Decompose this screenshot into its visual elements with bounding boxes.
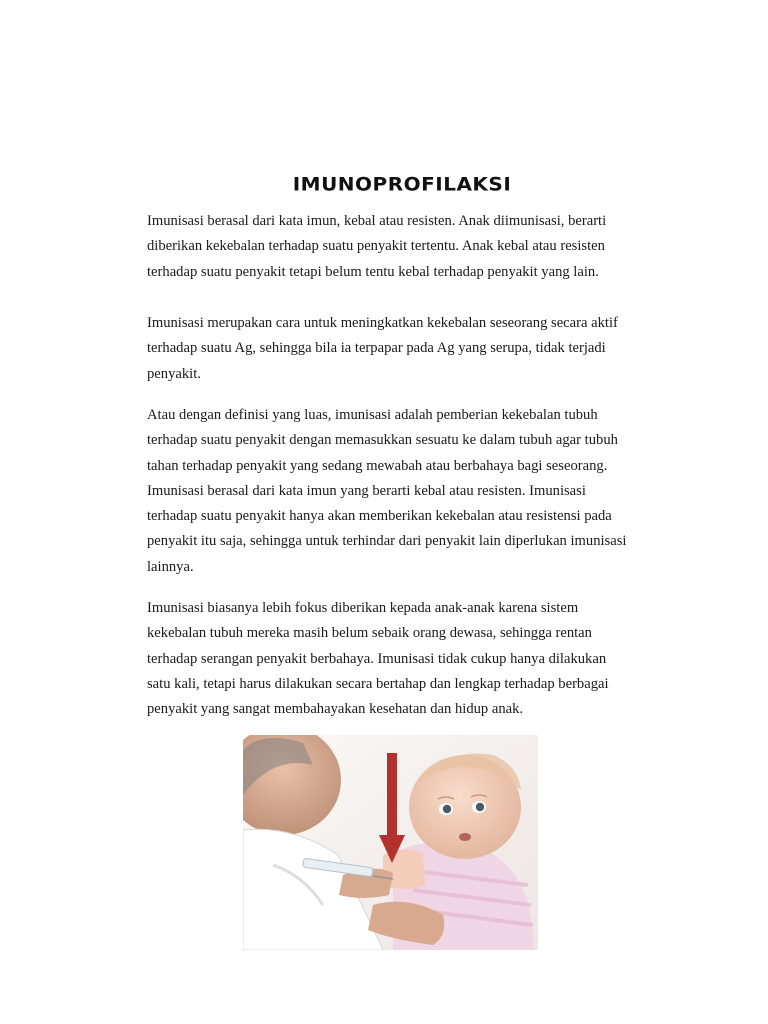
paragraph: Imunisasi merupakan cara untuk meningkatkan kekebalan seseorang secara aktif terhadap suatu Ag, sehingga bila ia terpapar pada Ag yang serupa, tidak terjadi penyakit.	[147, 315, 618, 382]
arrow-down-icon	[387, 753, 397, 837]
paragraph: Atau dengan definisi yang luas, imunisasi adalah pemberian kekebalan tubuh terhadap suatu penyakit dengan memasukkan sesuatu ke dalam tubuh agar tubuh tahan terhadap penyakit yang sedang mewabah atau berbahaya bagi seseorang. Imunisasi berasal dari kata imun yang berarti kebal atau resisten. Imunisasi terhadap suatu penyakit hanya akan memberikan kekebalan atau resistensi pada penyakit itu saja, sehingga untuk terhindar dari penyakit lain diperlukan imunisasi lainnya.	[147, 407, 627, 575]
paragraph: Imunisasi biasanya lebih fokus diberikan kepada anak-anak karena sistem kekebalan tubuh mereka masih belum sebaik orang dewasa, sehingga rentan terhadap serangan penyakit berbahaya. Imunisasi tidak cukup hanya dilakukan satu kali, tetapi harus dilakukan secara bertahap dan lengkap terhadap berbagai penyakit yang sangat membahayakan kesehatan dan hidup anak.	[147, 600, 609, 718]
page-title: IMUNOPROFILAKSI	[292, 172, 512, 196]
paragraph: Imunisasi berasal dari kata imun, kebal atau resisten. Anak diimunisasi, berarti diberikan kekebalan terhadap suatu penyakit tertentu. Anak kebal atau resisten terhadap suatu penyakit tetapi belum tentu kebal terhadap penyakit yang lain.	[147, 213, 607, 280]
baby-vaccination-photo	[243, 735, 538, 950]
